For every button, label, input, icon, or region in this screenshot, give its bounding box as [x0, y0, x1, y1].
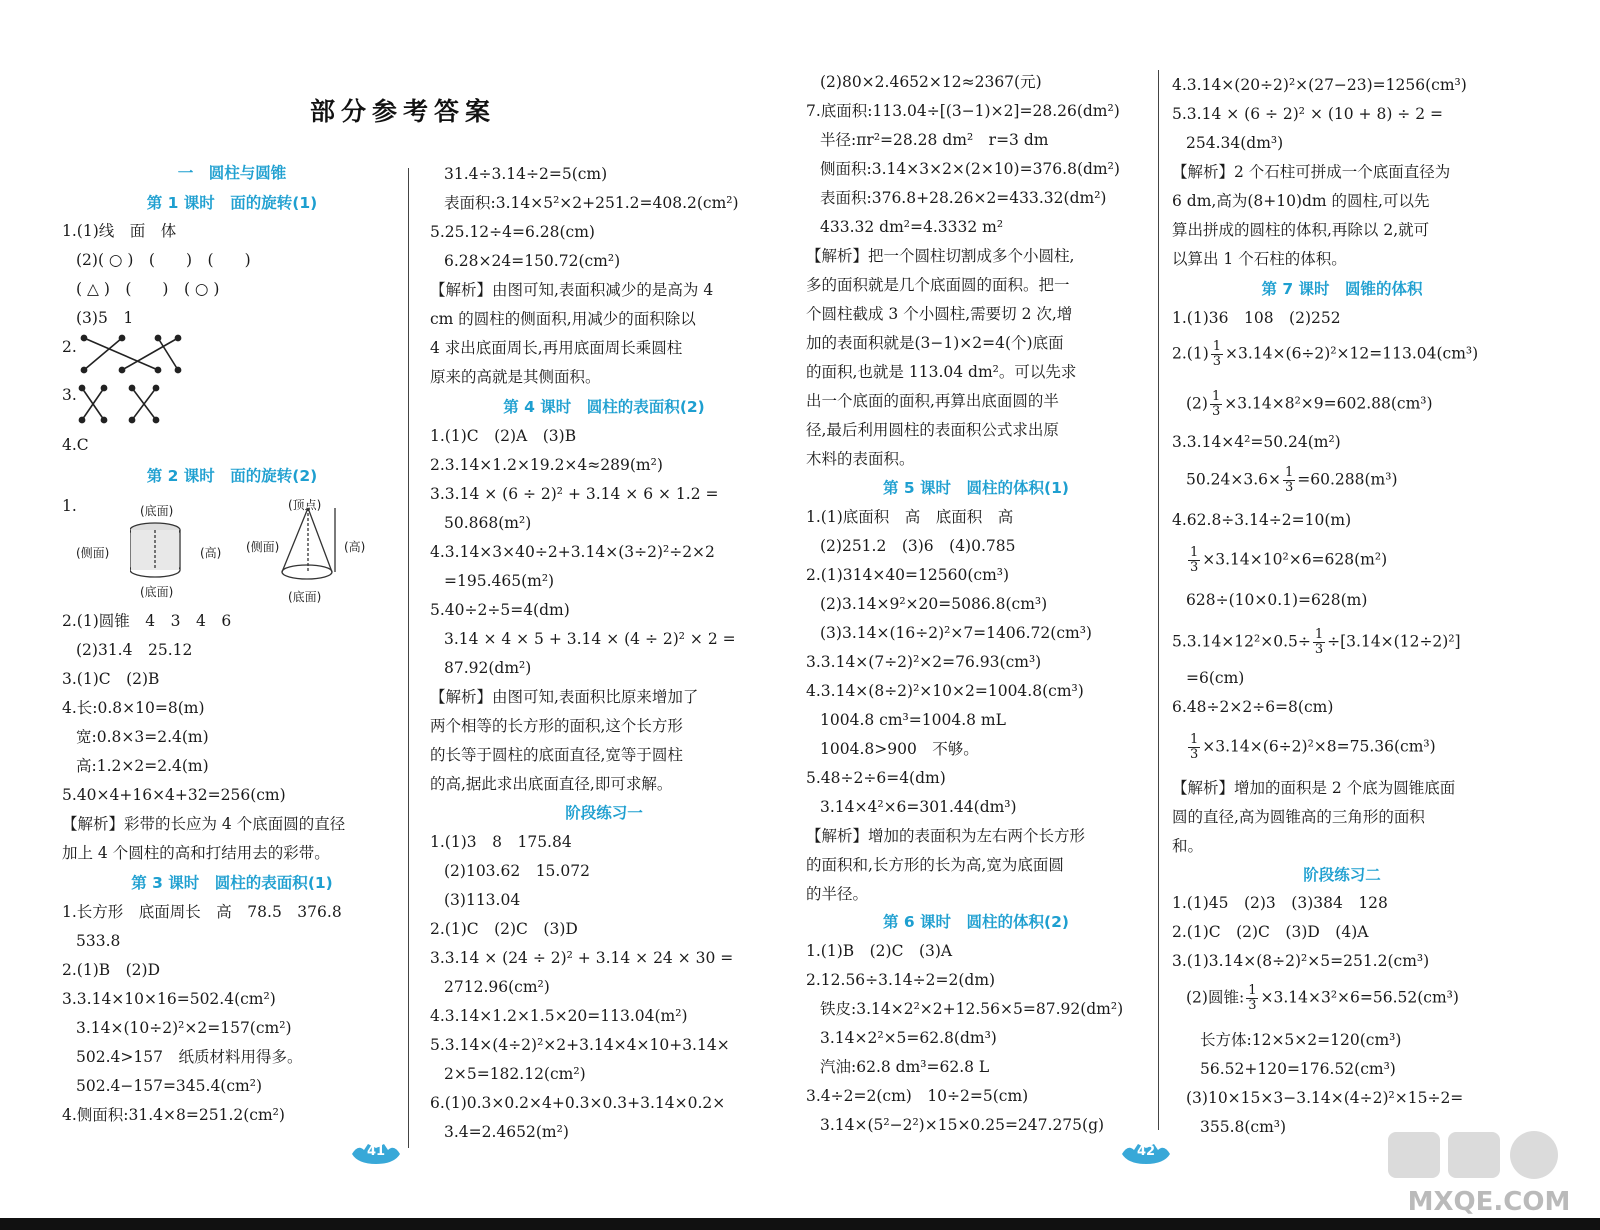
- analysis-line: 4 求出底面周长,再用底面周长乘圆柱: [430, 339, 683, 357]
- answer-line-rest: ×3.14×10²×6=628(m²): [1202, 550, 1388, 569]
- answer-line: [1186, 984, 1459, 1013]
- fraction-denominator: 3: [1248, 998, 1257, 1013]
- fraction-numerator: 1: [1248, 983, 1257, 998]
- answer-line: 1.(1)线 面 体: [62, 222, 177, 240]
- analysis-line: 两个相等的长方形的面积,这个长方形: [430, 717, 683, 735]
- analysis-line: 圆的直径,高为圆锥高的三角形的面积: [1172, 808, 1425, 826]
- answer-line: 1.(1)C (2)A (3)B: [430, 427, 577, 445]
- answer-line: =195.465(m²): [444, 572, 555, 590]
- answer-line: 5.25.12÷4=6.28(cm): [430, 223, 595, 241]
- analysis-line: 【解析】彩带的长应为 4 个底面圆的直径: [62, 815, 346, 833]
- fraction-numerator: 1: [1314, 627, 1324, 642]
- answer-line: [1172, 628, 1461, 657]
- fraction-denominator: 3: [1285, 480, 1294, 495]
- answer-line-prefix: 5.3.14×12²×0.5÷: [1172, 632, 1311, 651]
- answer-line: (3)3.14×(16÷2)²×7=1406.72(cm³): [820, 624, 1092, 642]
- answer-line: 3.14×(10÷2)²×2=157(cm²): [76, 1019, 292, 1037]
- answer-line: (2)80×2.4652×12≈2367(元): [820, 73, 1042, 91]
- fraction-one-third: [1283, 466, 1295, 495]
- answer-line: 高:1.2×2=2.4(m): [76, 757, 209, 775]
- answer-line-prefix: (2): [1186, 394, 1208, 413]
- analysis-line: 【解析】由图可知,表面积比原来增加了: [430, 688, 699, 706]
- figure-label: (侧面): [246, 540, 280, 554]
- answer-line: 4.62.8÷3.14÷2=10(m): [1172, 511, 1352, 529]
- answer-line-rest: ×3.14×(6÷2)²×12=113.04(cm³): [1225, 344, 1479, 363]
- answer-line: [1186, 390, 1433, 419]
- answer-line: =6(cm): [1186, 669, 1245, 687]
- answer-line: 3.14×4²×6=301.44(dm³): [820, 798, 1017, 816]
- section-heading: 第 1 课时 面的旋转(1): [146, 194, 318, 212]
- answer-line: 2.: [62, 338, 77, 356]
- analysis-line: 加的表面积就是(3−1)×2=4(个)底面: [806, 334, 1064, 352]
- analysis-line: 的高,据此求出底面直径,即可求解。: [430, 775, 673, 793]
- fraction-denominator: 3: [1211, 404, 1221, 419]
- answer-line-prefix: 50.24×3.6×: [1186, 470, 1281, 489]
- answer-line: 1.(1)B (2)C (3)A: [806, 942, 953, 960]
- answer-line: 5.3.14 × (6 ÷ 2)² × (10 + 8) ÷ 2 =: [1172, 105, 1443, 123]
- answer-line: 502.4−157=345.4(cm²): [76, 1077, 262, 1095]
- analysis-line: 原来的高就是其侧面积。: [430, 368, 601, 386]
- figure-label: (底面): [140, 504, 174, 518]
- answer-line-rest: ×3.14×(6÷2)²×8=75.36(cm³): [1202, 737, 1436, 756]
- answer-line: 502.4>157 纸质材料用得多。: [76, 1048, 303, 1066]
- answer-line-prefix: (2)圆锥:: [1186, 988, 1245, 1007]
- figure-label: (底面): [140, 585, 174, 599]
- fraction-denominator: 3: [1314, 642, 1324, 657]
- fraction-one-third: [1188, 546, 1200, 575]
- answer-line: 5.3.14×(4÷2)²×2+3.14×4×10+3.14×: [430, 1036, 730, 1054]
- page-number-text: 41: [366, 1144, 386, 1159]
- fraction-denominator: 3: [1190, 560, 1199, 575]
- answer-line-rest: ÷[3.14×(12÷2)²]: [1327, 632, 1461, 651]
- answer-line: (3)10×15×3−3.14×(4÷2)²×15÷2=: [1186, 1089, 1464, 1107]
- answer-line: [1172, 340, 1478, 369]
- analysis-line: 6 dm,高为(8+10)dm 的圆柱,可以先: [1172, 192, 1430, 210]
- answer-line: (2)( ○ ) ( ) ( ): [76, 251, 251, 269]
- answer-line: 3.3.14 × (24 ÷ 2)² + 3.14 × 24 × 30 =: [430, 949, 734, 967]
- column-divider-left: [408, 168, 409, 1148]
- answer-line: (2)31.4 25.12: [76, 641, 193, 659]
- answer-line-rest: ×3.14×8²×9=602.88(cm³): [1224, 394, 1433, 413]
- fraction-one-third: [1211, 340, 1223, 369]
- answer-line: 半径:πr²=28.28 dm² r=3 dm: [820, 131, 1049, 149]
- answer-line: 4.侧面积:31.4×8=251.2(cm²): [62, 1106, 285, 1124]
- section-heading: 第 5 课时 圆柱的体积(1): [882, 479, 1070, 497]
- analysis-line: 和。: [1172, 837, 1204, 855]
- answer-line: 6.28×24=150.72(cm²): [444, 252, 621, 270]
- analysis-line: 个圆柱截成 3 个小圆柱,需要切 2 次,增: [806, 305, 1073, 323]
- answer-line: 表面积:3.14×5²×2+251.2=408.2(cm²): [444, 194, 739, 212]
- answer-line-rest: ×3.14×3²×6=56.52(cm³): [1260, 988, 1459, 1007]
- analysis-line: 【解析】把一个圆柱切割成多个小圆柱,: [806, 247, 1075, 265]
- matching-lines-figure: [78, 334, 188, 374]
- answer-line-prefix: 2.(1): [1172, 344, 1209, 363]
- watermark-logo-icon: [1384, 1126, 1594, 1218]
- answer-line: 2.(1)C (2)C (3)D: [430, 920, 578, 938]
- figure-label: (高): [344, 540, 366, 554]
- analysis-line: 算出拼成的圆柱的体积,再除以 2,就可: [1172, 221, 1430, 239]
- fraction-numerator: 1: [1190, 732, 1199, 747]
- section-heading: 阶段练习二: [1303, 866, 1381, 884]
- answer-line: 1004.8>900 不够。: [820, 740, 979, 758]
- page-number-text: 42: [1136, 1144, 1156, 1159]
- figure-label: (高): [200, 546, 222, 560]
- svg-text:MXQE.COM: MXQE.COM: [1407, 1187, 1571, 1217]
- analysis-line: 【解析】增加的表面积为左右两个长方形: [806, 827, 1086, 845]
- section-heading: 第 7 课时 圆锥的体积: [1261, 280, 1423, 298]
- answer-line: 2.(1)314×40=12560(cm³): [806, 566, 1010, 584]
- answer-line: (2)251.2 (3)6 (4)0.785: [820, 537, 1016, 555]
- answer-line: 1.: [62, 497, 77, 515]
- answer-line: 5.48÷2÷6=4(dm): [806, 769, 946, 787]
- answer-line: 6.48÷2×2÷6=8(cm): [1172, 698, 1334, 716]
- fraction-numerator: 1: [1190, 545, 1199, 560]
- scan-bottom-edge: [0, 1218, 1600, 1230]
- answer-line: 2.3.14×1.2×19.2×4≈289(m²): [430, 456, 663, 474]
- answer-line: 长方体:12×5×2=120(cm³): [1200, 1031, 1402, 1049]
- section-heading: 阶段练习一: [565, 804, 643, 822]
- answer-line: 2.(1)C (2)C (3)D (4)A: [1172, 923, 1369, 941]
- answer-line: 355.8(cm³): [1200, 1118, 1287, 1136]
- answer-line: 表面积:376.8+28.26×2=433.32(dm²): [820, 189, 1107, 207]
- answer-line: 1004.8 cm³=1004.8 mL: [820, 711, 1006, 729]
- analysis-line: 多的面积就是几个底面圆的面积。把一: [806, 276, 1070, 294]
- column-divider-right: [1158, 70, 1159, 1130]
- section-heading: 第 6 课时 圆柱的体积(2): [882, 913, 1070, 931]
- answer-line: 4.3.14×(8÷2)²×10×2=1004.8(cm³): [806, 682, 1084, 700]
- answer-line: [1186, 733, 1436, 762]
- figure-label: (顶点): [288, 498, 322, 512]
- answer-line: 3.14 × 4 × 5 + 3.14 × (4 ÷ 2)² × 2 =: [444, 630, 736, 648]
- unit-heading: 一 圆柱与圆锥: [177, 164, 287, 182]
- analysis-line: 【解析】2 个石柱可拼成一个底面直径为: [1172, 163, 1451, 181]
- analysis-line: 的长等于圆柱的底面直径,宽等于圆柱: [430, 746, 683, 764]
- answer-line: 1.长方形 底面周长 高 78.5 376.8: [62, 903, 342, 921]
- answer-line: [1186, 466, 1398, 495]
- fraction-numerator: 1: [1212, 339, 1222, 354]
- answer-line: 汽油:62.8 dm³=62.8 L: [820, 1058, 990, 1076]
- answer-line: 3.3.14×4²=50.24(m²): [1172, 433, 1341, 451]
- answer-line: 5.40×4+16×4+32=256(cm): [62, 786, 286, 804]
- answer-line: 31.4÷3.14÷2=5(cm): [444, 165, 608, 183]
- fraction-one-third: [1188, 733, 1200, 762]
- fraction-denominator: 3: [1190, 747, 1199, 762]
- answer-line: (2)103.62 15.072: [444, 862, 590, 880]
- answer-line: 铁皮:3.14×2²×2+12.56×5=87.92(dm²): [820, 1000, 1124, 1018]
- answer-line: [1186, 546, 1387, 575]
- page-number-left: [350, 1140, 402, 1166]
- figure-label: (侧面): [76, 546, 110, 560]
- answer-line: 2.(1)B (2)D: [62, 961, 161, 979]
- analysis-line: 出一个底面的面积,再算出底面圆的半: [806, 392, 1059, 410]
- answer-line: 1.(1)3 8 175.84: [430, 833, 572, 851]
- answer-line: 87.92(dm²): [444, 659, 532, 677]
- section-heading: 第 3 课时 圆柱的表面积(1): [131, 874, 333, 892]
- answer-line: (3)113.04: [444, 891, 521, 909]
- section-heading: 第 4 课时 圆柱的表面积(2): [503, 398, 705, 416]
- answer-line: 3.14×(5²−2²)×15×0.25=247.275(g): [820, 1116, 1105, 1134]
- answer-line: 3.4÷2=2(cm) 10÷2=5(cm): [806, 1087, 1029, 1105]
- fraction-numerator: 1: [1211, 389, 1221, 404]
- answer-line: 4.3.14×(20÷2)²×(27−23)=1256(cm³): [1172, 76, 1467, 94]
- figure-label: (底面): [288, 590, 322, 604]
- answer-line: 4.C: [62, 436, 89, 454]
- answer-line: 254.34(dm³): [1186, 134, 1284, 152]
- answer-line: 3.(1)3.14×(8÷2)²×5=251.2(cm³): [1172, 952, 1430, 970]
- fraction-one-third: [1210, 390, 1222, 419]
- answer-line: 4.3.14×3×40÷2+3.14×(3÷2)²÷2×2: [430, 543, 715, 561]
- answer-line: 1.(1)底面积 高 底面积 高: [806, 508, 1014, 526]
- page-title: 部分参考答案: [310, 97, 497, 126]
- answer-line: 2.12.56÷3.14÷2=2(dm): [806, 971, 996, 989]
- page-number-right: [1120, 1140, 1172, 1166]
- fraction-denominator: 3: [1212, 354, 1222, 369]
- answer-line: 3.: [62, 386, 77, 404]
- answer-line: 2712.96(cm²): [444, 978, 550, 996]
- answer-line-rest: =60.288(m³): [1297, 470, 1398, 489]
- answer-line: 3.4=2.4652(m²): [444, 1123, 569, 1141]
- analysis-line: 的面积,也就是 113.04 dm²。可以先求: [806, 363, 1077, 381]
- analysis-line: 木料的表面积。: [806, 450, 915, 468]
- section-heading: 第 2 课时 面的旋转(2): [146, 467, 318, 485]
- answer-line: 1.(1)36 108 (2)252: [1172, 309, 1341, 327]
- fraction-one-third: [1246, 984, 1258, 1013]
- analysis-line: 加上 4 个圆柱的高和打结用去的彩带。: [62, 844, 330, 862]
- answer-line: 宽:0.8×3=2.4(m): [76, 728, 209, 746]
- answer-line: 50.868(m²): [444, 514, 532, 532]
- answer-line: 628÷(10×0.1)=628(m): [1186, 591, 1368, 609]
- answer-line: 3.3.14×10×16=502.4(cm²): [62, 990, 276, 1008]
- answer-line: (3)5 1: [76, 309, 134, 327]
- answer-line: 侧面积:3.14×3×2×(2×10)=376.8(dm²): [820, 160, 1120, 178]
- fraction-numerator: 1: [1285, 465, 1294, 480]
- answer-line: 3.3.14 × (6 ÷ 2)² + 3.14 × 6 × 1.2 =: [430, 485, 719, 503]
- answer-line: 1.(1)45 (2)3 (3)384 128: [1172, 894, 1388, 912]
- answer-line: 56.52+120=176.52(cm³): [1200, 1060, 1396, 1078]
- answer-line: 6.(1)0.3×0.2×4+0.3×0.3+3.14×0.2×: [430, 1094, 726, 1112]
- answer-line: 3.(1)C (2)B: [62, 670, 160, 688]
- analysis-line: 的面积和,长方形的长为高,宽为底面圆: [806, 856, 1064, 874]
- fraction-one-third: [1313, 628, 1325, 657]
- answer-line: 433.32 dm²=4.3332 m²: [820, 218, 1004, 236]
- answer-line: (2)3.14×9²×20=5086.8(cm³): [820, 595, 1048, 613]
- answer-line: 533.8: [76, 932, 121, 950]
- matching-lines-figure: [76, 384, 166, 424]
- answer-line: 2×5=182.12(cm²): [444, 1065, 586, 1083]
- answer-line: ( △ ) ( ) ( ○ ): [76, 280, 220, 298]
- answer-line: 2.(1)圆锥 4 3 4 6: [62, 612, 232, 630]
- analysis-line: 径,最后利用圆柱的表面积公式求出原: [806, 421, 1059, 439]
- analysis-line: 【解析】增加的面积是 2 个底为圆锥底面: [1172, 779, 1456, 797]
- answer-line: 3.3.14×(7÷2)²×2=76.93(cm³): [806, 653, 1042, 671]
- answer-line: 7.底面积:113.04÷[(3−1)×2]=28.26(dm²): [806, 102, 1120, 120]
- answer-line: 5.40÷2÷5=4(dm): [430, 601, 570, 619]
- analysis-line: 以算出 1 个石柱的体积。: [1172, 250, 1347, 268]
- answer-line: 3.14×2²×5=62.8(dm³): [820, 1029, 997, 1047]
- analysis-line: 【解析】由图可知,表面积减少的是高为 4: [430, 281, 714, 299]
- answer-line: 4.长:0.8×10=8(m): [62, 699, 205, 717]
- answer-line: 4.3.14×1.2×1.5×20=113.04(m²): [430, 1007, 688, 1025]
- analysis-line: 的半径。: [806, 885, 869, 903]
- analysis-line: cm 的圆柱的侧面积,用减少的面积除以: [430, 310, 696, 328]
